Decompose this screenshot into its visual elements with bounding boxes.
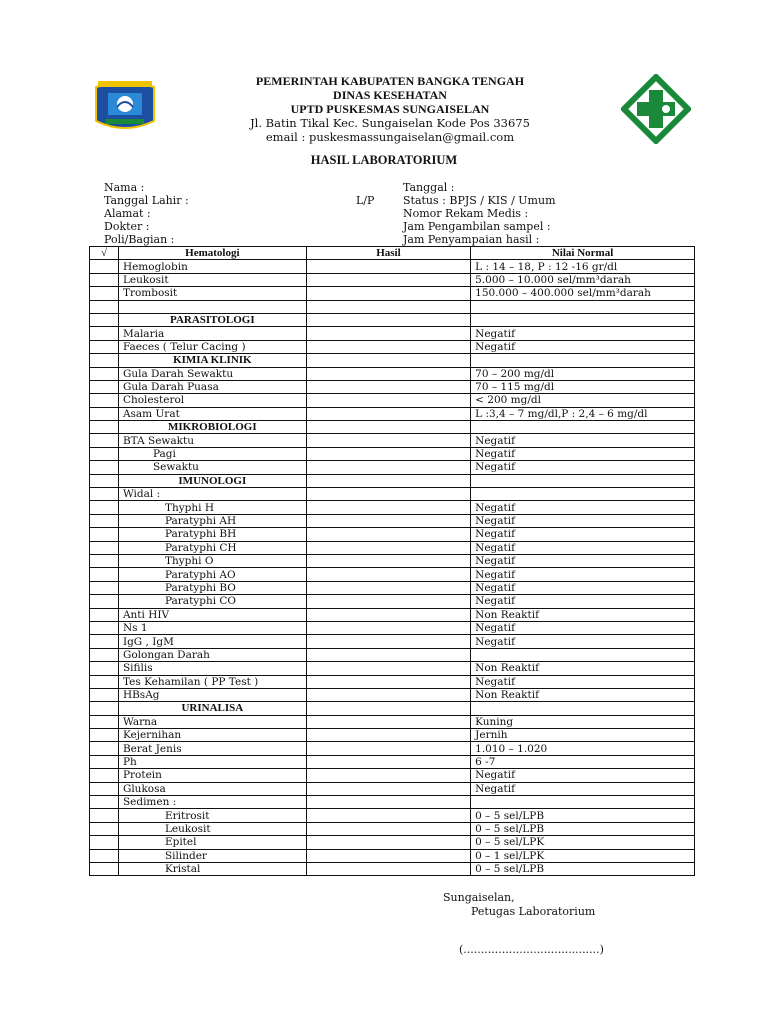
normal-value: Negatif: [471, 434, 695, 447]
normal-value: Negatif: [471, 621, 695, 634]
result-cell: [306, 407, 470, 420]
test-name: Glukosa: [118, 782, 306, 795]
normal-value: [471, 702, 695, 715]
table-row: [90, 608, 695, 621]
normal-value: [471, 474, 695, 487]
check-cell: [90, 581, 119, 594]
clinic-name: UPTD PUSKESMAS SUNGAISELAN: [290, 102, 490, 116]
normal-value: [471, 421, 695, 434]
normal-value: [471, 313, 695, 326]
normal-value: Negatif: [471, 568, 695, 581]
field-tanggal-lahir: Tanggal Lahir :: [104, 194, 189, 207]
table-row: [90, 501, 695, 514]
field-nama: Nama :: [104, 181, 145, 194]
test-name: Kejernihan: [118, 729, 306, 742]
table-row: [90, 340, 695, 353]
result-cell: [306, 554, 470, 567]
normal-value: 150.000 – 400.000 sel/mm³darah: [471, 287, 695, 300]
table-row: [90, 849, 695, 862]
test-name: Sewaktu: [118, 461, 306, 474]
test-name: Faeces ( Telur Cacing ): [118, 340, 306, 353]
result-cell: [306, 434, 470, 447]
test-name: Leukosit: [118, 822, 306, 835]
table-body: [90, 260, 695, 876]
test-name: Silinder: [118, 849, 306, 862]
normal-value: 0 – 5 sel/LPK: [471, 836, 695, 849]
field-rekam-medis: Nomor Rekam Medis :: [403, 207, 529, 220]
regency-logo: [94, 79, 156, 135]
result-cell: [306, 675, 470, 688]
normal-value: Negatif: [471, 541, 695, 554]
field-jam-penyampaian: Jam Penyampaian hasil :: [403, 233, 540, 246]
result-cell: [306, 340, 470, 353]
check-cell: [90, 327, 119, 340]
section-title: IMUNOLOGI: [118, 474, 306, 487]
check-cell: [90, 742, 119, 755]
test-name: Sedimen :: [118, 796, 306, 809]
normal-value: 0 – 1 sel/LPK: [471, 849, 695, 862]
result-cell: [306, 595, 470, 608]
section-row: [90, 313, 695, 326]
normal-value: Negatif: [471, 340, 695, 353]
normal-value: Negatif: [471, 782, 695, 795]
result-header: Hasil: [306, 247, 470, 260]
test-name: Eritrosit: [118, 809, 306, 822]
result-cell: [306, 474, 470, 487]
normal-value: Negatif: [471, 461, 695, 474]
result-cell: [306, 300, 470, 313]
table-row: [90, 581, 695, 594]
check-cell: [90, 354, 119, 367]
table-row: [90, 554, 695, 567]
test-name: IgG , IgM: [118, 635, 306, 648]
normal-value: [471, 354, 695, 367]
check-cell: [90, 287, 119, 300]
result-cell: [306, 514, 470, 527]
test-name: Ph: [118, 755, 306, 768]
agency-name: DINAS KESEHATAN: [333, 88, 447, 102]
patient-info-left: [104, 181, 189, 246]
normal-value: Negatif: [471, 447, 695, 460]
patient-info-right: [403, 181, 556, 246]
normal-value: Negatif: [471, 501, 695, 514]
result-cell: [306, 796, 470, 809]
test-name: Gula Darah Sewaktu: [118, 367, 306, 380]
test-name: Hemoglobin: [118, 260, 306, 273]
normal-value: L : 14 – 18, P : 12 -16 gr/dl: [471, 260, 695, 273]
check-cell: [90, 421, 119, 434]
table-row: [90, 528, 695, 541]
test-name: Widal :: [118, 488, 306, 501]
check-cell: [90, 380, 119, 393]
test-name: Paratyphi CH: [118, 541, 306, 554]
normal-value: Kuning: [471, 715, 695, 728]
test-name: Sifilis: [118, 662, 306, 675]
test-name: BTA Sewaktu: [118, 434, 306, 447]
result-cell: [306, 688, 470, 701]
check-cell: [90, 541, 119, 554]
result-cell: [306, 715, 470, 728]
normal-value: Negatif: [471, 581, 695, 594]
normal-value: 6 -7: [471, 755, 695, 768]
test-name: Ns 1: [118, 621, 306, 634]
normal-value: Negatif: [471, 675, 695, 688]
normal-value: Non Reaktif: [471, 688, 695, 701]
result-cell: [306, 635, 470, 648]
table-row: [90, 447, 695, 460]
section-title: PARASITOLOGI: [118, 313, 306, 326]
normal-value: Non Reaktif: [471, 662, 695, 675]
normal-value: Negatif: [471, 528, 695, 541]
table-row: [90, 595, 695, 608]
normal-value: Non Reaktif: [471, 608, 695, 621]
normal-value: 1.010 – 1.020: [471, 742, 695, 755]
normal-value: [471, 796, 695, 809]
check-cell: [90, 407, 119, 420]
check-cell: [90, 769, 119, 782]
result-cell: [306, 608, 470, 621]
table-row: [90, 514, 695, 527]
result-cell: [306, 367, 470, 380]
table-row: [90, 809, 695, 822]
check-cell: [90, 300, 119, 313]
check-cell: [90, 862, 119, 875]
test-name: Trombosit: [118, 287, 306, 300]
table-row: [90, 461, 695, 474]
check-cell: [90, 675, 119, 688]
field-tanggal: Tanggal :: [403, 181, 455, 194]
check-cell: [90, 822, 119, 835]
check-cell: [90, 447, 119, 460]
result-cell: [306, 488, 470, 501]
normal-value: Negatif: [471, 327, 695, 340]
result-cell: [306, 782, 470, 795]
test-name: Protein: [118, 769, 306, 782]
check-cell: [90, 554, 119, 567]
table-row: [90, 394, 695, 407]
result-cell: [306, 581, 470, 594]
result-cell: [306, 380, 470, 393]
document-title: HASIL LABORATORIUM: [310, 153, 458, 167]
table-row: [90, 742, 695, 755]
table-row: [90, 287, 695, 300]
result-cell: [306, 621, 470, 634]
table-row: [90, 273, 695, 286]
check-header: √: [90, 247, 119, 260]
normal-value: 5.000 – 10.000 sel/mm³darah: [471, 273, 695, 286]
normal-value: Jernih: [471, 729, 695, 742]
normal-value: 0 – 5 sel/LPB: [471, 822, 695, 835]
test-name: Leukosit: [118, 273, 306, 286]
test-name: Tes Kehamilan ( PP Test ): [118, 675, 306, 688]
check-cell: [90, 313, 119, 326]
table-row: [90, 648, 695, 661]
result-cell: [306, 528, 470, 541]
test-name: Epitel: [118, 836, 306, 849]
result-cell: [306, 729, 470, 742]
result-cell: [306, 702, 470, 715]
result-cell: [306, 822, 470, 835]
check-cell: [90, 621, 119, 634]
normal-header: Nilai Normal: [471, 247, 695, 260]
table-row: [90, 862, 695, 875]
sign-role: Petugas Laboratorium: [471, 905, 596, 918]
field-poli: Poli/Bagian :: [104, 233, 175, 246]
field-jam-pengambilan: Jam Pengambilan sampel :: [403, 220, 551, 233]
table-row: [90, 715, 695, 728]
section-row: [90, 421, 695, 434]
result-cell: [306, 327, 470, 340]
clinic-address: Jl. Batin Tikal Kec. Sungaiselan Kode Pos 33675: [250, 116, 530, 130]
table-row: [90, 434, 695, 447]
check-cell: [90, 394, 119, 407]
table-row: [90, 822, 695, 835]
test-name: Malaria: [118, 327, 306, 340]
test-name: Golongan Darah: [118, 648, 306, 661]
table-row: [90, 769, 695, 782]
check-cell: [90, 648, 119, 661]
section-title: MIKROBIOLOGI: [118, 421, 306, 434]
section-title: KIMIA KLINIK: [118, 354, 306, 367]
check-cell: [90, 849, 119, 862]
table-row: [90, 662, 695, 675]
normal-value: Negatif: [471, 514, 695, 527]
check-cell: [90, 715, 119, 728]
table-row: [90, 407, 695, 420]
test-name: Paratyphi CO: [118, 595, 306, 608]
test-name: Pagi: [118, 447, 306, 460]
field-lp: L/P: [356, 194, 375, 207]
result-cell: [306, 769, 470, 782]
result-cell: [306, 354, 470, 367]
field-status: Status : BPJS / KIS / Umum: [403, 194, 556, 207]
result-cell: [306, 568, 470, 581]
check-cell: [90, 260, 119, 273]
normal-value: 0 – 5 sel/LPB: [471, 809, 695, 822]
table-header-row: [90, 247, 695, 260]
check-cell: [90, 461, 119, 474]
check-cell: [90, 608, 119, 621]
test-name: Warna: [118, 715, 306, 728]
test-name: Gula Darah Puasa: [118, 380, 306, 393]
test-name: Paratyphi BO: [118, 581, 306, 594]
test-name: HBsAg: [118, 688, 306, 701]
section-row: [90, 354, 695, 367]
section-title: URINALISA: [118, 702, 306, 715]
check-cell: [90, 809, 119, 822]
letterhead: [200, 74, 580, 144]
result-cell: [306, 541, 470, 554]
normal-value: L :3,4 – 7 mg/dl,P : 2,4 – 6 mg/dl: [471, 407, 695, 420]
check-cell: [90, 514, 119, 527]
table-row: [90, 755, 695, 768]
table-row: [90, 380, 695, 393]
table-row: [90, 836, 695, 849]
field-dokter: Dokter :: [104, 220, 150, 233]
result-cell: [306, 648, 470, 661]
test-name: [118, 300, 306, 313]
test-name: Thyphi H: [118, 501, 306, 514]
normal-value: Negatif: [471, 554, 695, 567]
gov-name: PEMERINTAH KABUPATEN BANGKA TENGAH: [255, 74, 525, 88]
table-row: [90, 327, 695, 340]
check-cell: [90, 755, 119, 768]
field-alamat: Alamat :: [104, 207, 151, 220]
section-row: [90, 702, 695, 715]
normal-value: [471, 648, 695, 661]
table-row: [90, 260, 695, 273]
table-row: [90, 300, 695, 313]
check-cell: [90, 796, 119, 809]
table-row: [90, 782, 695, 795]
test-name: Kristal: [118, 862, 306, 875]
check-cell: [90, 568, 119, 581]
normal-value: 70 – 115 mg/dl: [471, 380, 695, 393]
normal-value: Negatif: [471, 635, 695, 648]
normal-value: [471, 300, 695, 313]
section-row: [90, 474, 695, 487]
check-cell: [90, 340, 119, 353]
table-row: [90, 635, 695, 648]
check-cell: [90, 595, 119, 608]
result-cell: [306, 809, 470, 822]
normal-value: 0 – 5 sel/LPB: [471, 862, 695, 875]
puskesmas-logo: [621, 74, 691, 144]
table-row: [90, 729, 695, 742]
result-cell: [306, 421, 470, 434]
test-name: Paratyphi AH: [118, 514, 306, 527]
table-row: [90, 541, 695, 554]
check-cell: [90, 729, 119, 742]
sign-blank: (.......................................): [459, 943, 604, 956]
normal-value: < 200 mg/dl: [471, 394, 695, 407]
check-cell: [90, 434, 119, 447]
test-name: Paratyphi AO: [118, 568, 306, 581]
normal-value: 70 – 200 mg/dl: [471, 367, 695, 380]
check-cell: [90, 836, 119, 849]
result-cell: [306, 287, 470, 300]
result-cell: [306, 755, 470, 768]
check-cell: [90, 273, 119, 286]
check-cell: [90, 702, 119, 715]
result-cell: [306, 394, 470, 407]
table-row: [90, 796, 695, 809]
table-row: [90, 568, 695, 581]
check-cell: [90, 782, 119, 795]
test-name: Berat Jenis: [118, 742, 306, 755]
result-cell: [306, 501, 470, 514]
table-row: [90, 621, 695, 634]
check-cell: [90, 488, 119, 501]
result-cell: [306, 836, 470, 849]
result-cell: [306, 447, 470, 460]
check-cell: [90, 688, 119, 701]
table-row: [90, 688, 695, 701]
sign-place: Sungaiselan,: [443, 891, 515, 904]
result-cell: [306, 849, 470, 862]
normal-value: [471, 488, 695, 501]
result-cell: [306, 461, 470, 474]
result-cell: [306, 273, 470, 286]
test-name: Asam Urat: [118, 407, 306, 420]
table-row: [90, 488, 695, 501]
lab-results-table: [89, 246, 695, 876]
test-name: Thyphi O: [118, 554, 306, 567]
test-name: Paratyphi BH: [118, 528, 306, 541]
result-cell: [306, 662, 470, 675]
check-cell: [90, 635, 119, 648]
normal-value: Negatif: [471, 595, 695, 608]
table-row: [90, 367, 695, 380]
normal-value: Negatif: [471, 769, 695, 782]
check-cell: [90, 528, 119, 541]
result-cell: [306, 862, 470, 875]
table-row: [90, 675, 695, 688]
check-cell: [90, 474, 119, 487]
result-cell: [306, 260, 470, 273]
check-cell: [90, 501, 119, 514]
test-name: Cholesterol: [118, 394, 306, 407]
test-header: Hematologi: [118, 247, 306, 260]
result-cell: [306, 742, 470, 755]
check-cell: [90, 367, 119, 380]
clinic-email: email : puskesmassungaiselan@gmail.com: [265, 130, 515, 144]
check-cell: [90, 662, 119, 675]
result-cell: [306, 313, 470, 326]
test-name: Anti HIV: [118, 608, 306, 621]
